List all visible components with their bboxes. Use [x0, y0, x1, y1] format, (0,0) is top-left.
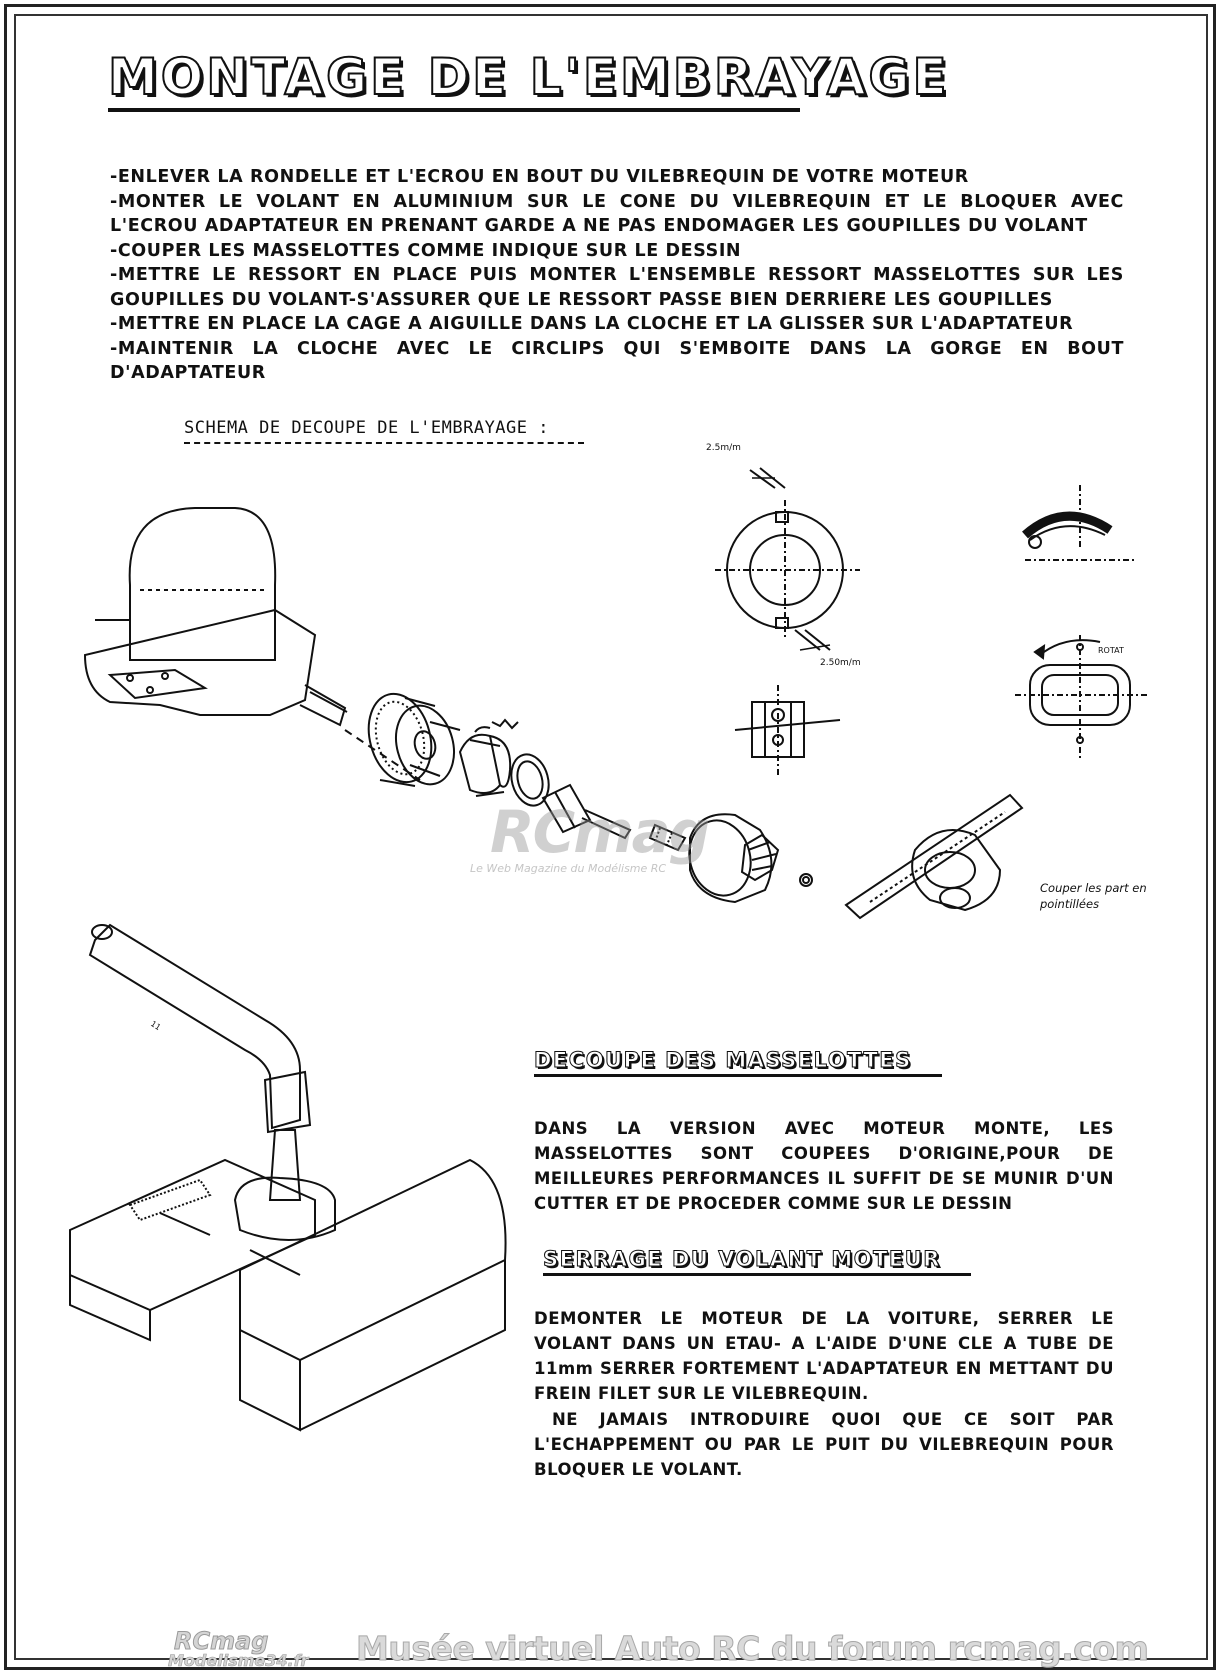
- rotation-label: ROTAT: [1098, 646, 1124, 655]
- serrage-heading-underline: [543, 1273, 971, 1276]
- decoupe-heading-underline: [534, 1074, 942, 1077]
- decoupe-text: DANS LA VERSION AVEC MOTEUR MONTE, LES MASSELOTTES SONT COUPEES D'ORIGINE,POUR DE MEILLEURES PERFORMANCES IL SUFFIT DE SE MUNIR D'UN CUTTER ET DE PROCEDER COMME SUR LE DESSIN: [534, 1119, 1114, 1213]
- footer-logo-modelisme34: Modelisme34.fr: [168, 1651, 309, 1670]
- watermark-logo: RCmag: [490, 798, 709, 866]
- shoe-top-view-drawing: [1025, 485, 1135, 560]
- title-underline: [108, 108, 800, 112]
- instruction-item: -ENLEVER LA RONDELLE ET L'ECROU EN BOUT DU VILEBREQUIN DE VOTRE MOTEUR: [110, 167, 969, 187]
- watermark-tagline: Le Web Magazine du Modélisme RC: [470, 862, 667, 875]
- rotation-drawing: [1015, 635, 1150, 760]
- decoupe-heading: DECOUPE DES MASSELOTTES: [534, 1048, 912, 1072]
- instruction-item: -COUPER LES MASSELOTTES COMME INDIQUE SUR LE DESSIN: [110, 240, 742, 261]
- flywheel-drawing: [359, 687, 462, 791]
- serrage-text: DEMONTER LE MOTEUR DE LA VOITURE, SERRER LE VOLANT DANS UN ETAU- A L'AIDE D'UNE CLE A TUBE DE 11mm SERRER FORTEMENT L'ADAPTATEUR EN METTANT DU FREIN FILET SUR LE VILEBREQUIN.: [534, 1309, 1114, 1403]
- serrage-warning-text: NE JAMAIS INTRODUIRE QUOI QUE CE SOIT PAR L'ECHAPPEMENT OU PAR LE PUIT DU VILEBREQUIN POUR BLOQUER LE VOLANT.: [534, 1410, 1114, 1479]
- instructions-list: [110, 165, 1124, 386]
- instruction-item: -METTRE LE RESSORT EN PLACE PUIS MONTER L'ENSEMBLE RESSORT MASSELOTTES SUR LES GOUPILLES DU VOLANT-S'ASSURER QUE LE RESSORT PASSE BIEN DERRIERE LES GOUPILLES: [110, 265, 1124, 310]
- shoe-side-view-drawing: [735, 685, 840, 775]
- dimension-top-label: 2.5m/m: [706, 443, 741, 453]
- cut-ring-drawing: [715, 468, 860, 650]
- wrench-vice-drawing: [70, 925, 506, 1430]
- schema-title: SCHEMA DE DECOUPE DE L'EMBRAYAGE :: [184, 418, 549, 438]
- instruction-item: -METTRE EN PLACE LA CAGE A AIGUILLE DANS LA CLOCHE ET LA GLISSER SUR L'ADAPTATEUR: [110, 314, 1074, 334]
- clutch-shoes-drawing: [460, 720, 554, 810]
- instruction-item: -MONTER LE VOLANT EN ALUMINIUM SUR LE CONE DU VILEBREQUIN ET LE BLOQUER AVEC L'ECROU ADAPTATEUR EN PRENANT GARDE A NE PAS ENDOMAGER LES GOUPILLES DU VOLANT: [110, 191, 1124, 236]
- cutter-drawing: [846, 795, 1022, 918]
- serrage-heading: SERRAGE DU VOLANT MOTEUR: [543, 1247, 941, 1271]
- footer-logo-rcmag: RCmag: [174, 1627, 269, 1655]
- wrench-marking: 11: [148, 1019, 163, 1033]
- cut-note: Couper les part en pointillées: [1040, 881, 1147, 911]
- page-title: MONTAGE DE L'EMBRAYAGE: [108, 48, 950, 106]
- instruction-item: -MAINTENIR LA CLOCHE AVEC LE CIRCLIPS QUI S'EMBOITE DANS LA GORGE EN BOUT D'ADAPTATEUR: [110, 338, 1124, 383]
- footer-caption: Musée virtuel Auto RC du forum rcmag.com: [356, 1629, 1149, 1668]
- dimension-bottom-label: 2.50m/m: [820, 658, 861, 668]
- footer: [0, 1625, 1224, 1675]
